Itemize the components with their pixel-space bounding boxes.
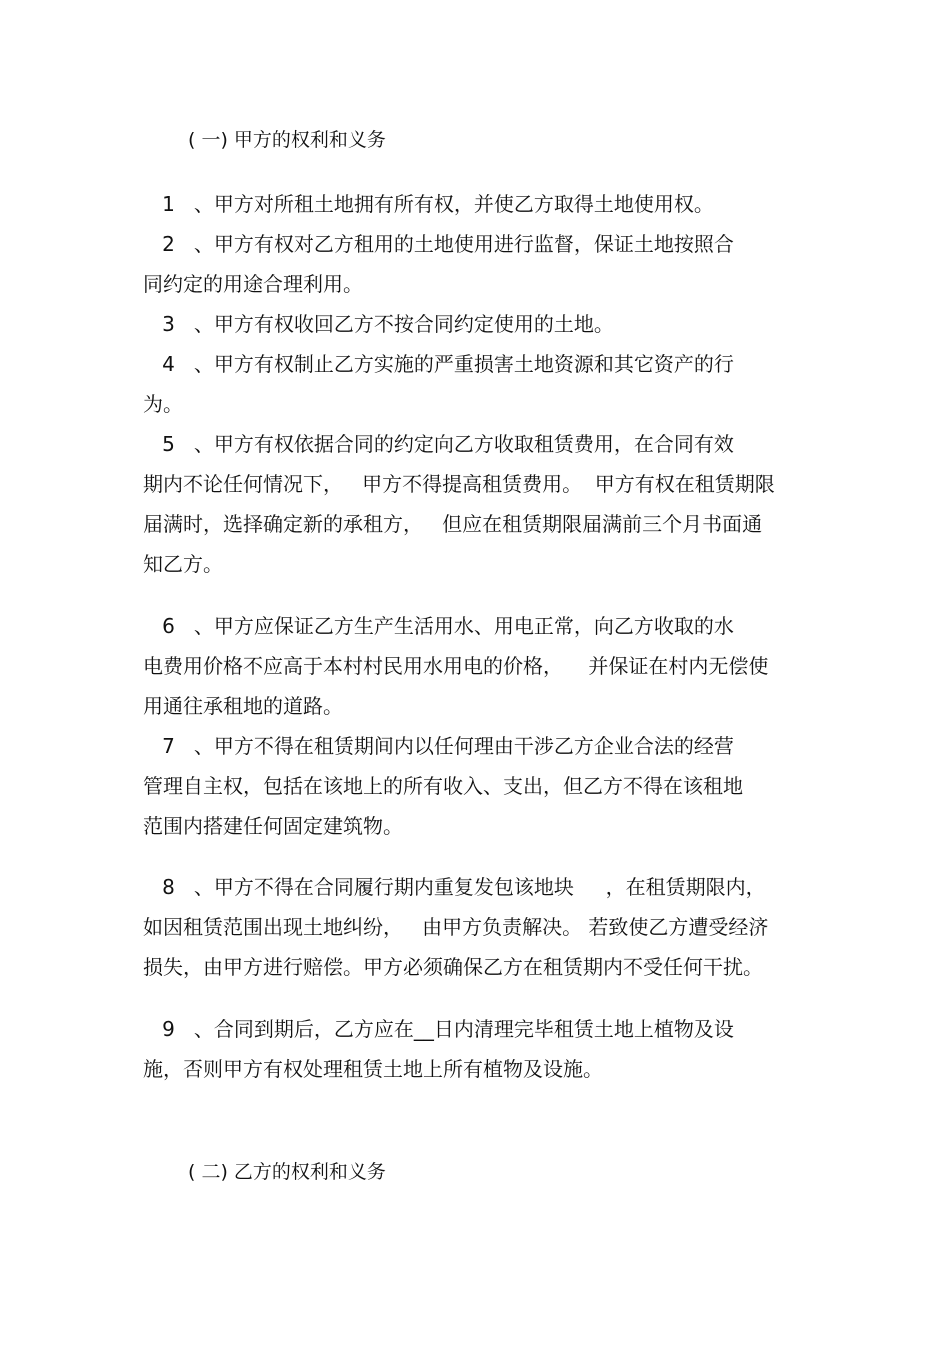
clause-line: 施，否则甲方有权处理租赁土地上所有植物及设施。 (143, 1057, 603, 1081)
clause-line: 损失，由甲方进行赔偿。甲方必须确保乙方在租赁期内不受任何干扰。 (143, 955, 763, 979)
clause-line: 2 、甲方有权对乙方租用的土地使用进行监督，保证土地按照合 (143, 232, 734, 256)
clause-line: 范围内搭建任何固定建筑物。 (143, 814, 403, 838)
clause-line: 5 、甲方有权依据合同的约定向乙方收取租赁费用，在合同有效 (143, 432, 734, 456)
section-heading-party-b: ( 二) 乙方的权利和义务 (188, 1161, 386, 1183)
clause-line: 7 、甲方不得在租赁期间内以任何理由干涉乙方企业合法的经营 (143, 734, 734, 758)
clause-line: 4 、甲方有权制止乙方实施的严重损害土地资源和其它资产的行 (143, 352, 734, 376)
clause-line: 为。 (143, 392, 183, 416)
clause-line: 知乙方。 (143, 552, 223, 576)
clause-line: 3 、甲方有权收回乙方不按合同约定使用的土地。 (143, 312, 614, 336)
section-heading-party-a: ( 一) 甲方的权利和义务 (188, 129, 386, 151)
clause-line: 同约定的用途合理利用。 (143, 272, 363, 296)
clause-line: 用通往承租地的道路。 (143, 694, 343, 718)
clause-line: 9 、合同到期后，乙方应在__日内清理完毕租赁土地上植物及设 (143, 1017, 734, 1041)
clause-line: 6 、甲方应保证乙方生产生活用水、用电正常，向乙方收取的水 (143, 614, 734, 638)
clause-line: 1 、甲方对所租土地拥有所有权，并使乙方取得土地使用权。 (143, 192, 714, 216)
clause-line: 期内不论任何情况下， 甲方不得提高租赁费用。 甲方有权在租赁期限 (143, 472, 775, 496)
clause-line: 届满时，选择确定新的承租方， 但应在租赁期限届满前三个月书面通 (143, 512, 763, 536)
clause-line: 电费用价格不应高于本村村民用水用电的价格， 并保证在村内无偿使 (143, 654, 769, 678)
clause-line: 8 、甲方不得在合同履行期内重复发包该地块 ，在租赁期限内， (143, 875, 766, 899)
clause-line: 如因租赁范围出现土地纠纷， 由甲方负责解决。 若致使乙方遭受经济 (143, 915, 769, 939)
clause-line: 管理自主权，包括在该地上的所有收入、支出，但乙方不得在该租地 (143, 774, 743, 798)
